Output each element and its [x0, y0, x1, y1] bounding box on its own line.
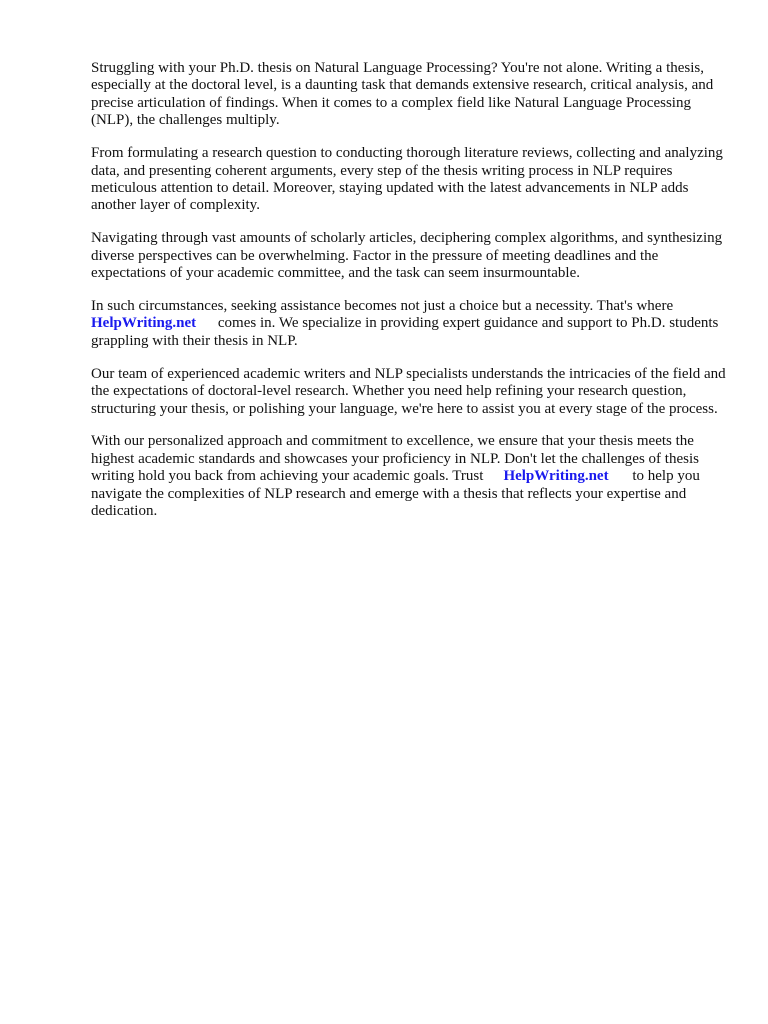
- paragraph-team: Our team of experienced academic writers and NLP specialists understands the intricacies of the field and the expectations of doctoral-level research. Whether you need help refining your research question, structuring your thesis, or polishing your language, we're here to assist you at every stage of the process.: [91, 365, 726, 417]
- paragraph-closing: [91, 433, 727, 520]
- paragraph-intro: Struggling with your Ph.D. thesis on Natural Language Processing? You're not alone. Writing a thesis, especially at the doctoral level, is a daunting task that demands extensive research, critical analysis, and precise articulation of findings. When it comes to a complex field like Natural Language Processing (NLP), the challenges multiply.: [91, 60, 714, 129]
- paragraph-closing-text-before: With our personalized approach and commitment to excellence, we ensure that your thesis meets the highest academic standards and showcases your proficiency in NLP. Don't let the challenges of thesis writing hold you back from achieving your academic goals. Trust: [91, 433, 699, 485]
- paragraph-assistance-text-after: comes in. We specialize in providing expert guidance and support to Ph.D. students grappling with their thesis in NLP.: [91, 315, 719, 349]
- paragraph-process: From formulating a research question to conducting thorough literature reviews, collecting and analyzing data, and presenting coherent arguments, every step of the thesis writing process in NLP requires meticulous attention to detail. Moreover, staying updated with the latest advancements in NLP adds another layer of complexity.: [91, 145, 723, 214]
- paragraph-closing-text-after: to help you navigate the complexities of NLP research and emerge with a thesis that reflects your expertise and dedication.: [91, 468, 700, 520]
- document-body: [91, 60, 727, 536]
- paragraph-assistance: [91, 298, 727, 350]
- helpwriting-link[interactable]: HelpWriting.net: [503, 468, 609, 485]
- paragraph-assistance-text-before: In such circumstances, seeking assistance becomes not just a choice but a necessity. That's where: [91, 297, 674, 314]
- helpwriting-link[interactable]: HelpWriting.net: [91, 315, 197, 332]
- paragraph-challenges: Navigating through vast amounts of scholarly articles, deciphering complex algorithms, and synthesizing diverse perspectives can be overwhelming. Factor in the pressure of meeting deadlines and the expectations of your academic committee, and the task can seem insurmountable.: [91, 230, 723, 282]
